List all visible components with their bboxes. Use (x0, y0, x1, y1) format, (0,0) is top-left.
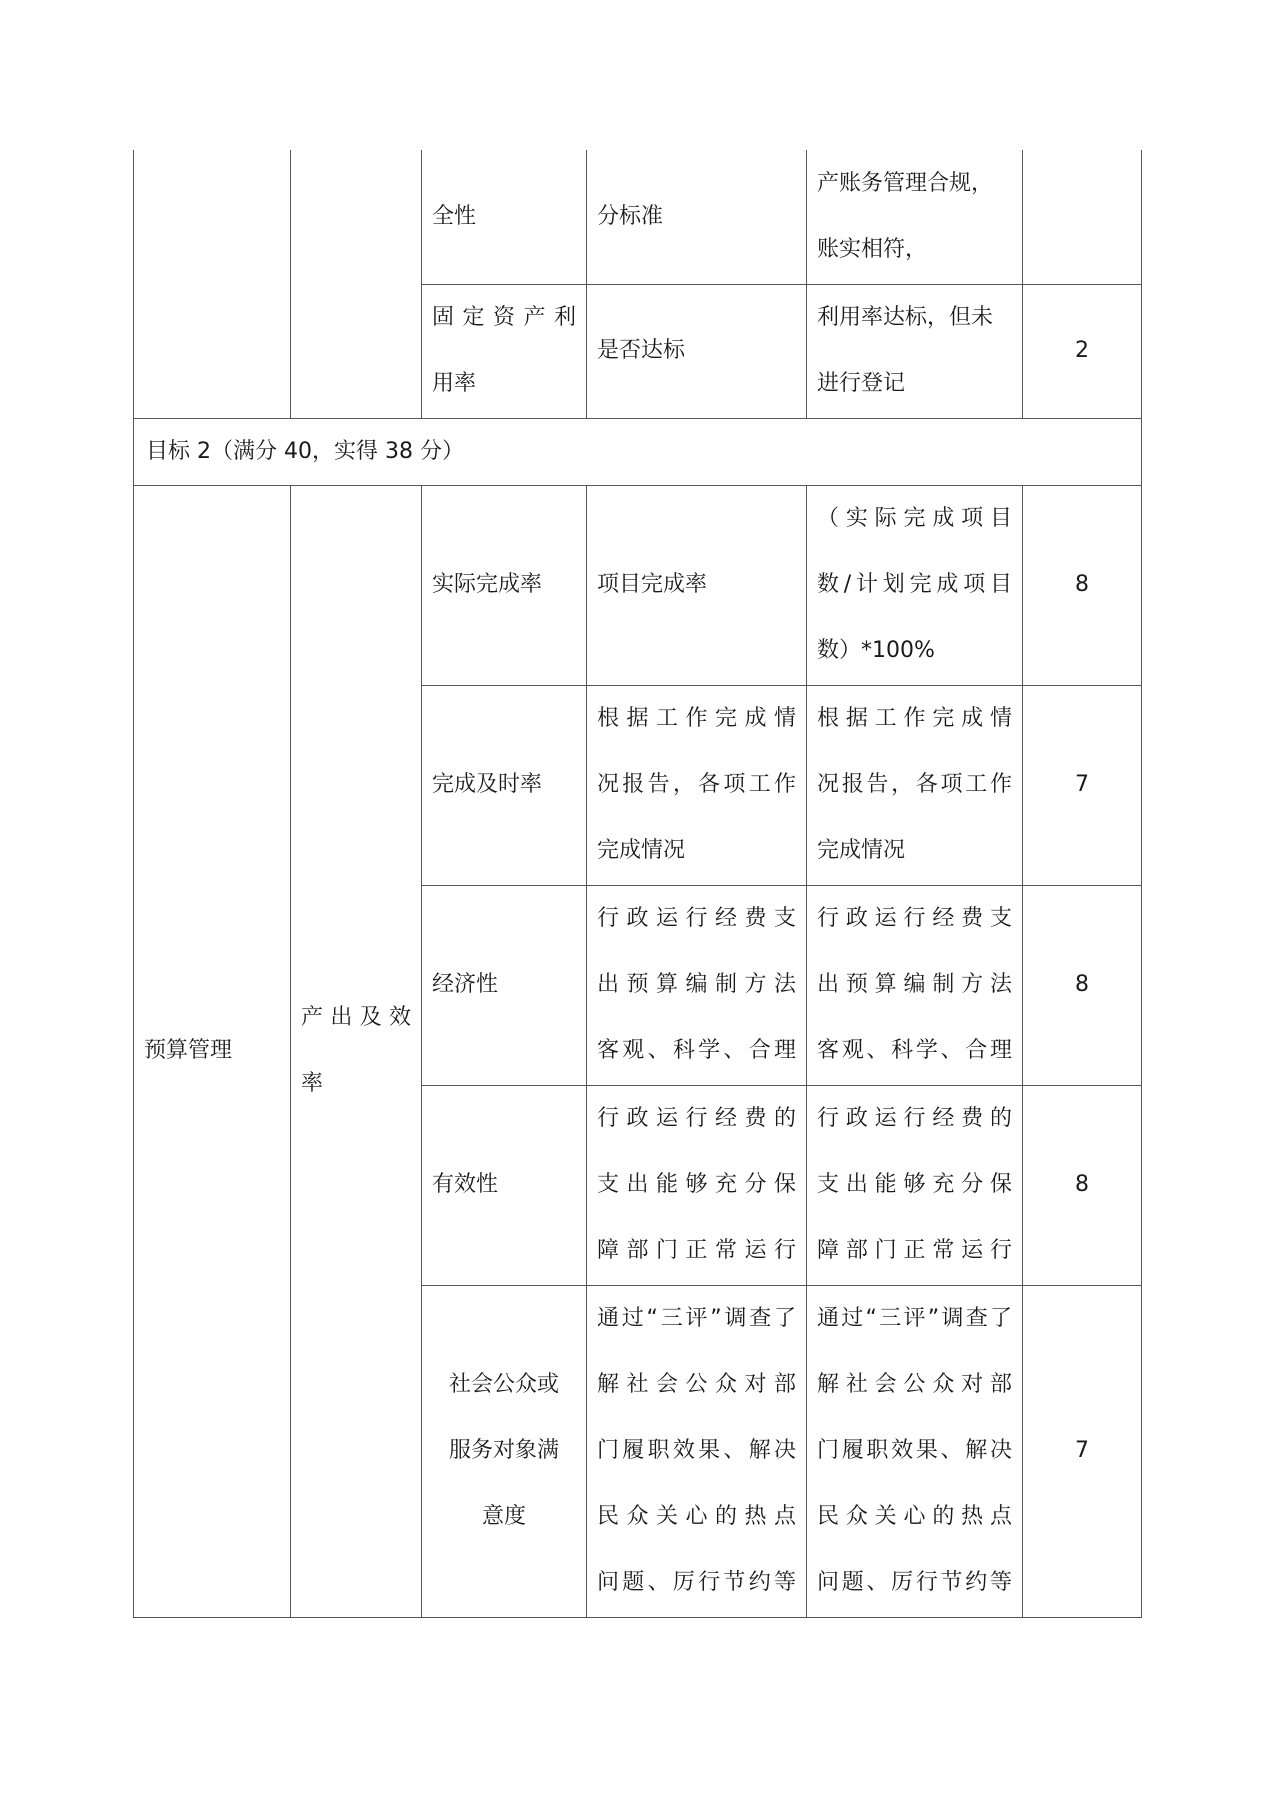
criteria-line: 门履职效果、解决 (597, 1438, 796, 1463)
indicator-cell: 全性 (422, 150, 587, 284)
basis-line: 问题、厉行节约等 (817, 1570, 1012, 1595)
basis-line: 利用率达标，但未 (817, 305, 994, 330)
basis-cell (807, 150, 1023, 284)
indicator-cell (422, 284, 587, 418)
criteria-cell: 项目完成率 (587, 485, 807, 685)
basis-line: 根据工作完成情 (817, 706, 1012, 731)
criteria-line: 出预算编制方法 (597, 972, 796, 997)
level2-line: 率 (301, 1071, 324, 1096)
basis-line: 支出能够充分保 (817, 1172, 1012, 1197)
criteria-line: 支出能够充分保 (597, 1172, 796, 1197)
criteria-line: 障部门正常运行 (597, 1238, 796, 1263)
score-cell: 7 (1023, 1285, 1142, 1617)
criteria-cell: 分标准 (587, 150, 807, 284)
table-row (134, 150, 1142, 284)
score-cell: 7 (1023, 685, 1142, 885)
criteria-line: 行政运行经费支 (597, 906, 796, 931)
indicator-line: 固定资产利 (432, 305, 576, 330)
criteria-cell (587, 685, 807, 885)
indicator-cell: 经济性 (422, 885, 587, 1085)
criteria-cell (587, 885, 807, 1085)
basis-cell (807, 485, 1023, 685)
score-cell (1023, 150, 1142, 284)
score-cell: 2 (1023, 284, 1142, 418)
basis-line: 民众关心的热点 (817, 1504, 1012, 1529)
indicator-line: 用率 (432, 371, 477, 396)
indicator-line: 服务对象满 (448, 1438, 559, 1463)
basis-cell (807, 885, 1023, 1085)
criteria-line: 解社会公众对部 (597, 1372, 796, 1397)
score-cell: 8 (1023, 1085, 1142, 1285)
performance-evaluation-table (133, 150, 1142, 1618)
criteria-line: 况报告，各项工作 (597, 772, 796, 797)
basis-cell (807, 1285, 1023, 1617)
criteria-cell (587, 1285, 807, 1617)
basis-line: 数）*100% (817, 638, 935, 663)
criteria-line: 问题、厉行节约等 (597, 1570, 796, 1595)
level2-cell (291, 485, 422, 1617)
basis-line: 况报告，各项工作 (817, 772, 1012, 797)
basis-line: 行政运行经费支 (817, 906, 1012, 931)
criteria-line: 客观、科学、合理 (597, 1038, 796, 1063)
basis-line: 客观、科学、合理 (817, 1038, 1012, 1063)
criteria-cell: 是否达标 (587, 284, 807, 418)
criteria-line: 通过“三评”调查了 (597, 1306, 796, 1331)
indicator-line: 社会公众或 (448, 1372, 559, 1397)
indicator-cell: 完成及时率 (422, 685, 587, 885)
basis-line: 障部门正常运行 (817, 1238, 1012, 1263)
goal-header-row (134, 418, 1142, 485)
level2-cell-continued (291, 150, 422, 418)
basis-cell (807, 685, 1023, 885)
level1-cell: 预算管理 (134, 485, 291, 1617)
indicator-cell: 实际完成率 (422, 485, 587, 685)
basis-line: 出预算编制方法 (817, 972, 1012, 997)
indicator-cell (422, 1285, 587, 1617)
score-cell: 8 (1023, 885, 1142, 1085)
criteria-line: 行政运行经费的 (597, 1106, 796, 1131)
basis-line: 完成情况 (817, 838, 906, 863)
basis-line: 进行登记 (817, 371, 906, 396)
basis-line: 数/计划完成项目 (817, 572, 1012, 597)
basis-line: 账实相符， (817, 236, 928, 262)
level2-line: 产出及效 (301, 1005, 411, 1030)
basis-line: 门履职效果、解决 (817, 1438, 1012, 1463)
basis-line: 通过“三评”调查了 (817, 1306, 1012, 1331)
criteria-line: 民众关心的热点 (597, 1504, 796, 1529)
criteria-line: 根据工作完成情 (597, 706, 796, 731)
criteria-line: 完成情况 (597, 838, 686, 863)
basis-line: 产账务管理合规， (817, 170, 994, 196)
criteria-cell (587, 1085, 807, 1285)
basis-cell (807, 284, 1023, 418)
table-row (134, 485, 1142, 685)
basis-line: 行政运行经费的 (817, 1106, 1012, 1131)
level1-cell-continued (134, 150, 291, 418)
goal2-title: 目标 2（满分 40，实得 38 分） (134, 418, 1142, 485)
indicator-cell: 有效性 (422, 1085, 587, 1285)
basis-line: （实际完成项目 (817, 506, 1012, 531)
basis-cell (807, 1085, 1023, 1285)
indicator-line: 意度 (481, 1504, 526, 1529)
score-cell: 8 (1023, 485, 1142, 685)
basis-line: 解社会公众对部 (817, 1372, 1012, 1397)
